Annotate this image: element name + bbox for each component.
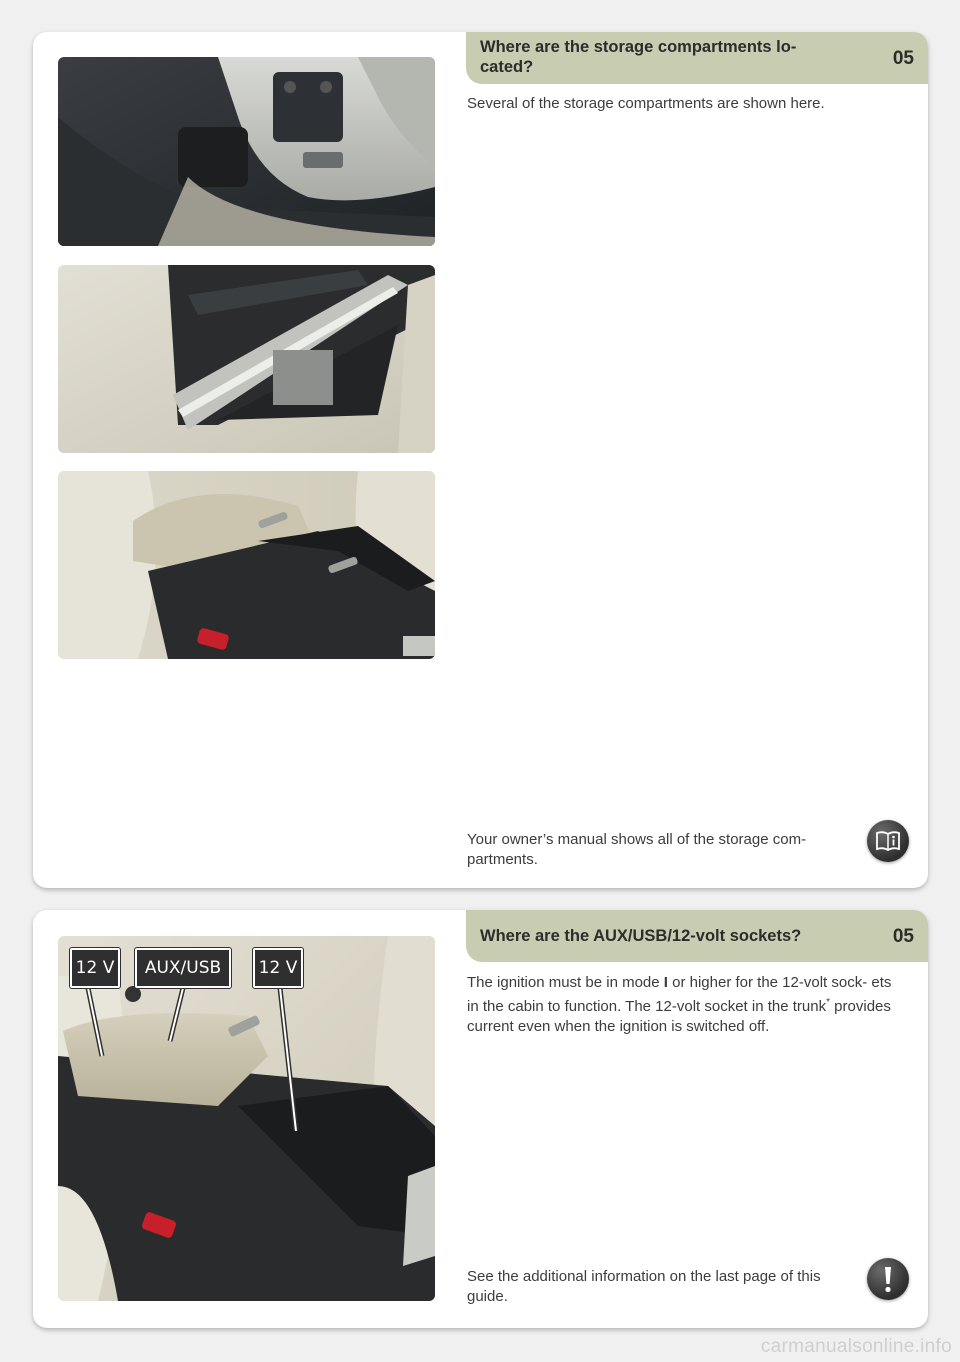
- section-header: [466, 910, 928, 962]
- photo-sockets: [58, 936, 435, 1301]
- sockets-body-text: The ignition must be in mode I or higher for the 12-volt sock- ets in the cabin to function. The 12-volt socket in the trunk* provides current even when the ignition is switched off.: [467, 974, 892, 1035]
- storage-compartments-card: [33, 32, 928, 888]
- section-title: Where are the storage compartments lo- cated?: [480, 38, 797, 76]
- intro-text: Several of the storage compartments are shown here.: [467, 95, 825, 112]
- socket-label-12v-left: 12 V: [70, 948, 120, 988]
- chapter-number: 05: [892, 926, 914, 947]
- socket-label-12v-right: 12 V: [253, 948, 303, 988]
- owners-manual-note: Your owner’s manual shows all of the storage com- partments.: [467, 831, 807, 868]
- ignition-mode: I: [663, 974, 668, 991]
- section-header: [466, 32, 928, 84]
- photo-armrest-console: [58, 471, 435, 659]
- optional-asterisk: *: [826, 997, 831, 1008]
- sockets-card: [33, 910, 928, 1328]
- photo-center-console: [58, 57, 435, 246]
- chapter-number: 05: [892, 48, 914, 69]
- socket-label-aux-usb: AUX/USB: [135, 948, 231, 988]
- warning-exclamation-icon: [867, 1258, 909, 1300]
- section-title: Where are the AUX/USB/12-volt sockets?: [480, 927, 802, 945]
- additional-info-note: See the additional information on the last page of this guide.: [467, 1268, 821, 1305]
- owners-manual-info-icon: [867, 820, 909, 862]
- photo-door-panel: [58, 265, 435, 453]
- watermark: carmanualsonline.info: [760, 1336, 952, 1357]
